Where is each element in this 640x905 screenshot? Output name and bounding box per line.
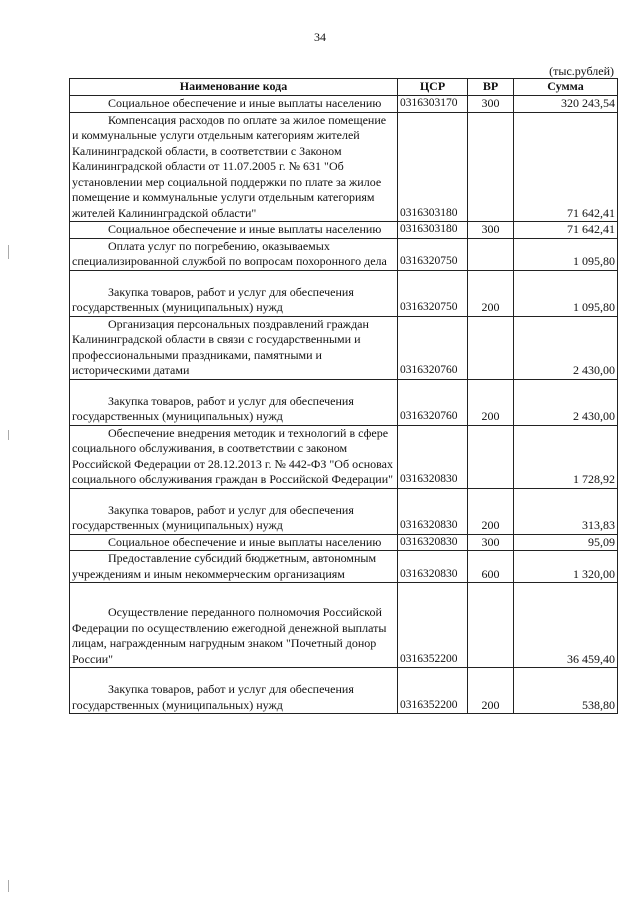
row-vr: 200 bbox=[468, 379, 514, 425]
row-name: Осуществление переданного полномочия Российской Федерации по осуществлению ежегодной денежной выплаты лицам, награжденным нагрудным знаком "Почетный донор России" bbox=[72, 605, 387, 666]
header-vr: ВР bbox=[468, 79, 514, 96]
row-sum: 313,83 bbox=[514, 488, 618, 534]
row-vr bbox=[468, 112, 514, 222]
table-row bbox=[70, 222, 618, 239]
row-csr: 0316352200 bbox=[398, 583, 468, 668]
table-row bbox=[70, 534, 618, 551]
row-sum: 2 430,00 bbox=[514, 316, 618, 379]
row-name: Закупка товаров, работ и услуг для обеспечения государственных (муниципальных) нужд bbox=[72, 502, 354, 532]
row-csr: 0316320750 bbox=[398, 270, 468, 316]
row-csr: 0316352200 bbox=[398, 668, 468, 714]
table-row bbox=[70, 379, 618, 425]
row-vr: 300 bbox=[468, 222, 514, 239]
row-csr: 0316320830 bbox=[398, 425, 468, 488]
row-vr bbox=[468, 583, 514, 668]
row-vr: 300 bbox=[468, 534, 514, 551]
row-sum: 71 642,41 bbox=[514, 222, 618, 239]
row-name: Компенсация расходов по оплате за жилое помещение и коммунальные услуги отдельным категориям жителей Калининградской области, в соответствии с Законом Калининградской области от 11.07.2005 г. № 631 "Об установлении мер социальной поддержки по плате за жилое помещение и коммунальные услуги отдельным категориям жителей Калининградской области" bbox=[72, 112, 387, 220]
row-sum: 95,09 bbox=[514, 534, 618, 551]
page-number: 34 bbox=[314, 30, 326, 44]
row-vr: 200 bbox=[468, 488, 514, 534]
row-sum: 71 642,41 bbox=[514, 112, 618, 222]
table-row bbox=[70, 238, 618, 270]
margin-mark bbox=[8, 245, 9, 259]
row-name: Закупка товаров, работ и услуг для обеспечения государственных (муниципальных) нужд bbox=[72, 284, 354, 314]
row-sum: 538,80 bbox=[514, 668, 618, 714]
units-label: (тыс.рублей) bbox=[549, 64, 614, 78]
budget-table bbox=[69, 78, 618, 714]
row-csr: 0316303180 bbox=[398, 222, 468, 239]
row-sum: 320 243,54 bbox=[514, 96, 618, 113]
table-row bbox=[70, 270, 618, 316]
row-name: Оплата услуг по погребению, оказываемых специализированной службой по вопросам похоронного дела bbox=[72, 238, 387, 268]
row-vr: 200 bbox=[468, 668, 514, 714]
row-csr: 0316320830 bbox=[398, 534, 468, 551]
table-row bbox=[70, 488, 618, 534]
row-sum: 2 430,00 bbox=[514, 379, 618, 425]
row-csr: 0316320750 bbox=[398, 238, 468, 270]
row-csr: 0316320760 bbox=[398, 379, 468, 425]
row-sum: 1 095,80 bbox=[514, 238, 618, 270]
table-row bbox=[70, 551, 618, 583]
row-vr bbox=[468, 238, 514, 270]
table-row bbox=[70, 112, 618, 222]
row-vr: 600 bbox=[468, 551, 514, 583]
row-name: Организация персональных поздравлений граждан Калининградской области в связи с государственными и профессиональными праздниками, памятными и историческими датами bbox=[72, 316, 369, 377]
row-vr bbox=[468, 316, 514, 379]
row-csr: 0316303170 bbox=[398, 96, 468, 113]
table-row bbox=[70, 425, 618, 488]
row-name: Предоставление субсидий бюджетным, автономным учреждениям и иным некоммерческим организациям bbox=[72, 551, 377, 581]
table-row bbox=[70, 668, 618, 714]
row-name: Закупка товаров, работ и услуг для обеспечения государственных (муниципальных) нужд bbox=[72, 682, 354, 712]
row-sum: 1 095,80 bbox=[514, 270, 618, 316]
margin-mark bbox=[8, 880, 9, 892]
row-vr: 200 bbox=[468, 270, 514, 316]
margin-mark bbox=[8, 430, 9, 440]
row-csr: 0316320830 bbox=[398, 551, 468, 583]
row-vr: 300 bbox=[468, 96, 514, 113]
table-row bbox=[70, 96, 618, 113]
row-name: Обеспечение внедрения методик и технологий в сфере социального обслуживания, в соответствии с законом Российской Федерации от 28.12.2013 г. № 442-ФЗ "Об основах социального обслуживания граждан в Российской Федерации" bbox=[72, 425, 394, 486]
header-csr: ЦСР bbox=[398, 79, 468, 96]
row-name: Социальное обеспечение и иные выплаты населению bbox=[108, 534, 382, 549]
row-name: Социальное обеспечение и иные выплаты населению bbox=[108, 96, 382, 110]
row-vr bbox=[468, 425, 514, 488]
table-header-row bbox=[70, 79, 618, 96]
row-name: Закупка товаров, работ и услуг для обеспечения государственных (муниципальных) нужд bbox=[72, 393, 354, 423]
row-name: Социальное обеспечение и иные выплаты населению bbox=[108, 222, 382, 236]
table-row bbox=[70, 583, 618, 668]
row-sum: 1 320,00 bbox=[514, 551, 618, 583]
header-sum: Сумма bbox=[514, 79, 618, 96]
row-csr: 0316303180 bbox=[398, 112, 468, 222]
table-row bbox=[70, 316, 618, 379]
row-csr: 0316320830 bbox=[398, 488, 468, 534]
header-name: Наименование кода bbox=[70, 79, 398, 96]
row-sum: 36 459,40 bbox=[514, 583, 618, 668]
row-csr: 0316320760 bbox=[398, 316, 468, 379]
row-sum: 1 728,92 bbox=[514, 425, 618, 488]
